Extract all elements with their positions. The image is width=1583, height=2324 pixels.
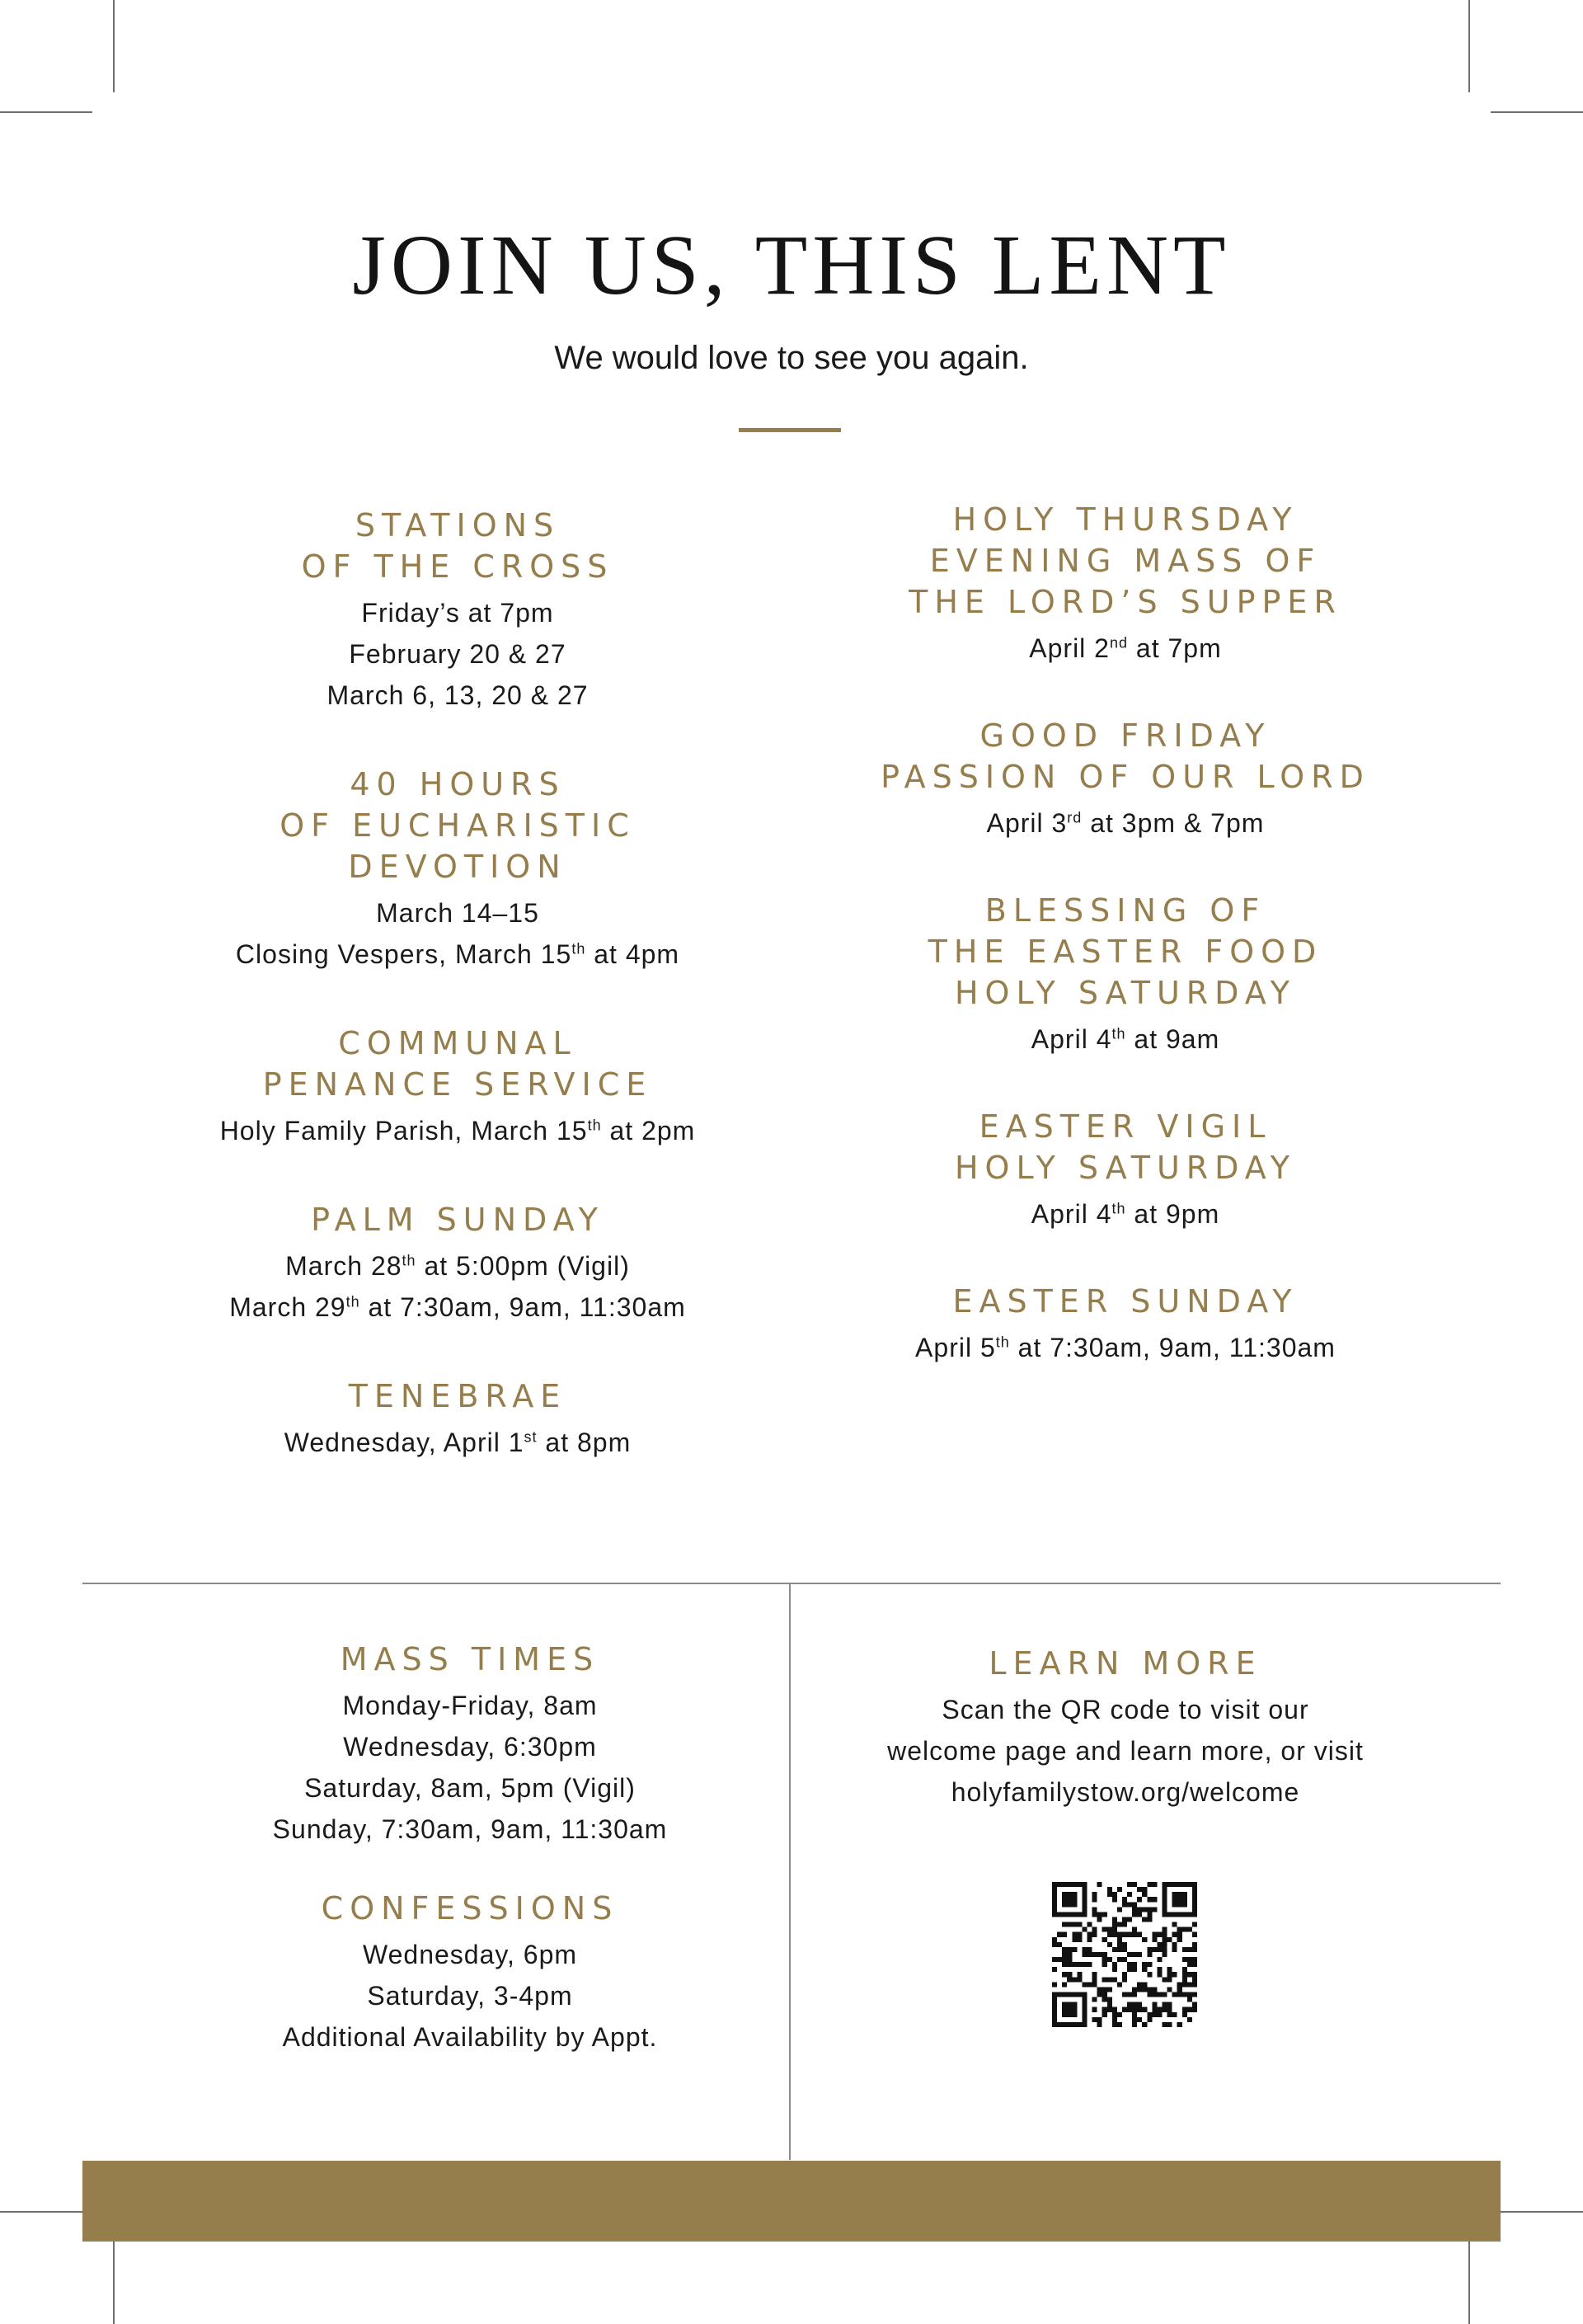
event-communal-penance-service [165,1023,750,1151]
ordinal-suffix: th [345,1293,360,1310]
page-title: JOIN US, THIS LENT [352,218,1231,313]
event-heading-line: GOOD FRIDAY [979,717,1271,754]
event-detail-line [833,1327,1418,1368]
title-divider [739,428,841,432]
event-detail-line [165,934,750,975]
event-heading-line: STATIONS [355,507,561,543]
event-heading [165,764,750,887]
event-holy-thursday-evening-mass-of-the-lord-s-supper [833,499,1418,669]
event-easter-vigil-holy-saturday [833,1106,1418,1235]
learn-more-heading: LEARN MORE [989,1645,1262,1682]
learn-more-url[interactable]: holyfamilystow.org/welcome [951,1777,1300,1807]
mass-time-line: Saturday, 8am, 5pm (Vigil) [304,1773,636,1803]
detail-text: April 3 [986,808,1068,838]
event-heading-line: COMMUNAL [338,1025,577,1061]
crop-mark [0,111,92,113]
event-stations-of-the-cross [165,505,750,716]
detail-text: at 7:30am, 9am, 11:30am [359,1292,686,1322]
footer-band [82,2161,1501,2242]
event-heading [165,505,750,587]
event-tenebrae [165,1376,750,1463]
event-detail-line [165,892,750,934]
learn-more-section [833,1643,1418,1813]
confessions-block [181,1888,759,2058]
event-heading-line: HOLY SATURDAY [954,1150,1297,1186]
mass-times-block [181,1639,759,1850]
ordinal-suffix: th [1111,1200,1126,1217]
learn-more-line: Scan the QR code to visit our [942,1695,1309,1724]
mass-time-line: Monday-Friday, 8am [342,1691,598,1720]
event-easter-sunday [833,1281,1418,1368]
detail-text: April 4 [1031,1199,1112,1229]
event-detail-line [165,592,750,633]
event-detail-line [165,675,750,716]
confession-line: Additional Availability by Appt. [282,2022,658,2052]
detail-text: Holy Family Parish, March 15 [219,1116,588,1146]
event-heading-line: PASSION OF OUR LORD [881,759,1370,795]
detail-text: at 8pm [537,1428,632,1457]
event-detail-line [833,802,1418,844]
detail-text: March 6, 13, 20 & 27 [326,680,589,710]
detail-text: Wednesday, April 1 [284,1428,524,1457]
detail-text: March 29 [229,1292,346,1322]
event-detail-line [165,1245,750,1287]
event-heading-line: DEVOTION [348,849,567,885]
page-subtitle: We would love to see you again. [554,340,1029,376]
ordinal-suffix: th [587,1117,602,1134]
event-heading [833,1281,1418,1322]
event-heading-line: EVENING MASS OF [929,543,1322,579]
detail-text: April 2 [1029,633,1110,663]
detail-text: at 7:30am, 9am, 11:30am [1009,1333,1336,1362]
crop-mark [0,2211,92,2213]
event-heading-line: 40 HOURS [350,766,566,802]
ordinal-suffix: st [524,1428,538,1446]
event-heading-line: PENANCE SERVICE [262,1066,653,1103]
event-heading [833,890,1418,1014]
detail-text: at 9am [1125,1024,1220,1054]
bottom-left-section [181,1639,759,2096]
event-detail-line [165,633,750,675]
qr-code-icon[interactable] [1052,1882,1197,2027]
learn-more-line: welcome page and learn more, or visit [887,1736,1364,1766]
event-blessing-of-the-easter-food-holy-saturday [833,890,1418,1060]
event-heading-line: OF EUCHARISTIC [279,807,636,844]
event-detail-line [833,628,1418,669]
right-event-column [833,499,1418,1414]
crop-mark [1491,2211,1583,2213]
detail-text: March 14–15 [376,898,539,928]
confession-line: Saturday, 3-4pm [367,1981,573,2011]
event-heading [833,1106,1418,1188]
detail-text: at 3pm & 7pm [1082,808,1265,838]
event-heading-line: HOLY THURSDAY [952,501,1299,538]
crop-mark [1491,111,1583,113]
mass-time-line: Wednesday, 6:30pm [343,1732,597,1762]
detail-text: at 4pm [585,939,680,969]
event-heading [165,1023,750,1105]
event-heading-line: PALM SUNDAY [311,1202,604,1238]
detail-text: Friday’s at 7pm [361,598,554,628]
event-heading-line: THE EASTER FOOD [928,934,1323,970]
detail-text: Closing Vespers, March 15 [235,939,572,969]
ordinal-suffix: rd [1067,809,1083,826]
event-heading-line: TENEBRAE [348,1378,567,1414]
section-divider [82,1583,1501,1584]
detail-text: at 2pm [601,1116,696,1146]
event-detail-line [833,1019,1418,1060]
detail-text: at 7pm [1128,633,1222,663]
event-detail-line [833,1193,1418,1235]
crop-mark [1468,0,1470,92]
event-detail-line [165,1422,750,1463]
event-heading-line: OF THE CROSS [301,548,614,585]
event-heading [165,1199,750,1240]
detail-text: April 5 [915,1333,996,1362]
confessions-heading: CONFESSIONS [321,1890,619,1926]
event-palm-sunday [165,1199,750,1328]
event-heading-line: THE LORD’S SUPPER [909,584,1342,620]
detail-text: March 28 [285,1251,402,1281]
detail-text: at 9pm [1125,1199,1220,1229]
event-detail-line [165,1287,750,1328]
event-heading-line: HOLY SATURDAY [954,975,1297,1011]
ordinal-suffix: th [995,1334,1010,1351]
crop-mark [113,2232,115,2324]
event-heading [165,1376,750,1417]
ordinal-suffix: th [402,1252,416,1269]
event-heading-line: EASTER SUNDAY [952,1283,1299,1320]
event-heading-line: EASTER VIGIL [979,1108,1272,1145]
event-detail-line [165,1110,750,1151]
column-divider [789,1583,791,2160]
event-good-friday-passion-of-our-lord [833,715,1418,844]
mass-times-heading: MASS TIMES [340,1641,600,1677]
detail-text: April 4 [1031,1024,1112,1054]
event-heading-line: BLESSING OF [984,892,1266,929]
mass-time-line: Sunday, 7:30am, 9am, 11:30am [272,1814,668,1844]
confession-line: Wednesday, 6pm [362,1940,578,1969]
left-event-column [165,505,750,1511]
event-heading [833,715,1418,797]
ordinal-suffix: th [571,940,586,957]
ordinal-suffix: nd [1109,634,1128,652]
detail-text: February 20 & 27 [349,639,566,669]
ordinal-suffix: th [1111,1025,1126,1042]
crop-mark [1468,2232,1470,2324]
detail-text: at 5:00pm (Vigil) [416,1251,630,1281]
crop-mark [113,0,115,92]
event-heading [833,499,1418,623]
event-40-hours-of-eucharistic-devotion [165,764,750,975]
